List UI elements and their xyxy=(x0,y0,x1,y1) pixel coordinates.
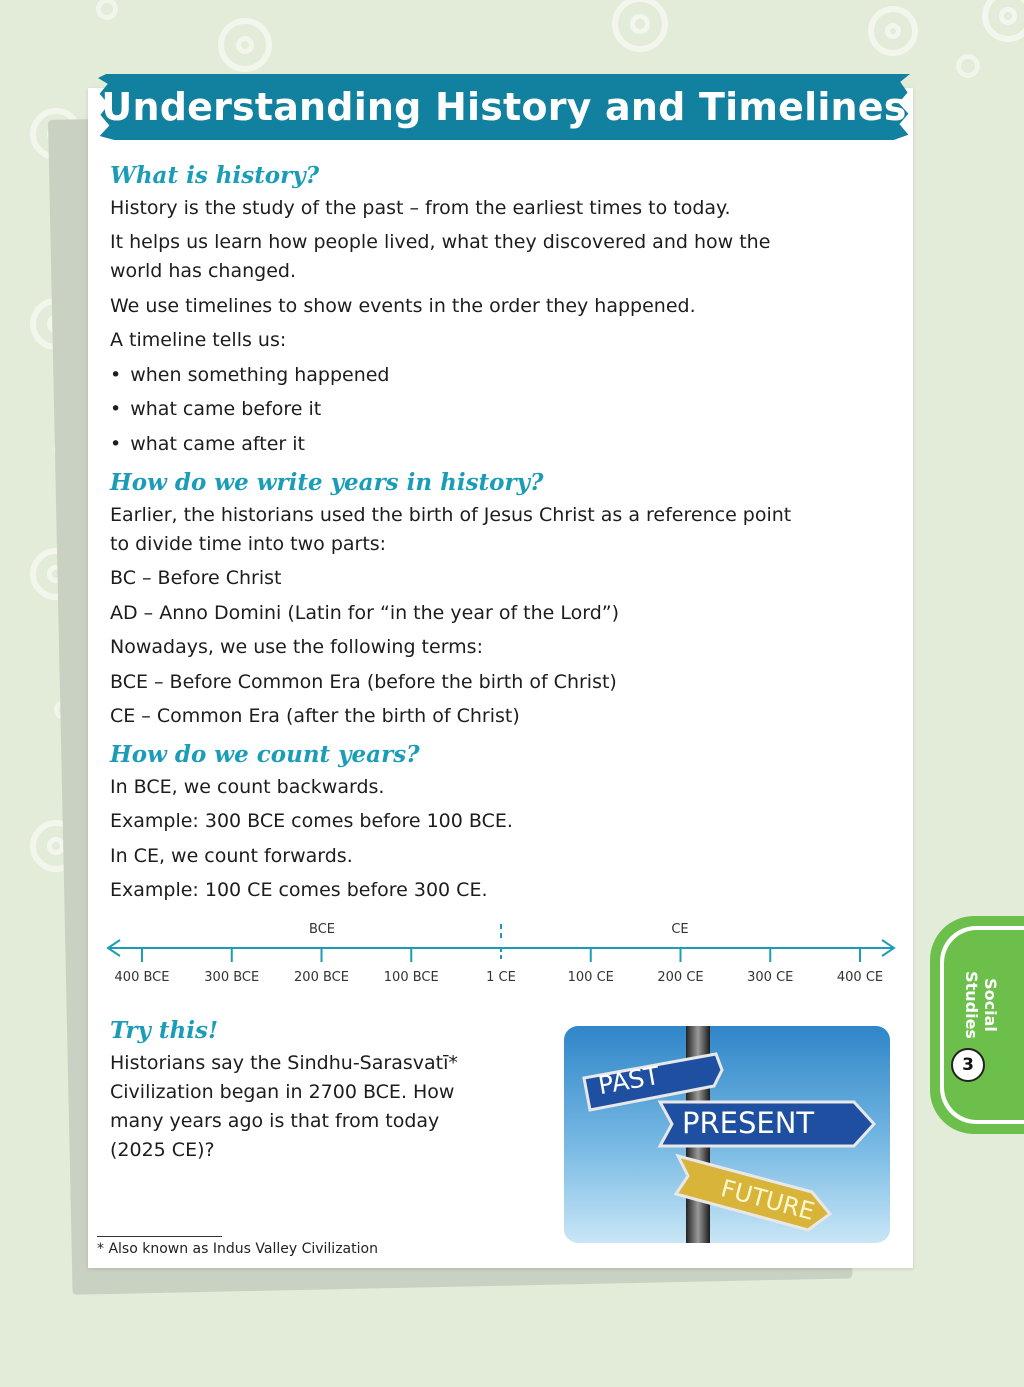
sign-past: PAST xyxy=(595,1060,662,1101)
body-text: (2025 CE)? xyxy=(110,1139,215,1161)
body-text: to divide time into two parts: xyxy=(110,533,387,555)
body-text: BC – Before Christ xyxy=(110,567,282,589)
body-text: We use timelines to show events in the order they happened. xyxy=(110,295,696,317)
timeline-era-label-ce: CE xyxy=(671,922,689,937)
sign-future: FUTURE xyxy=(718,1174,818,1226)
footnote-divider xyxy=(97,1236,222,1237)
timeline-tick-label: 400 BCE xyxy=(114,970,170,985)
subject-tab-line1: Social xyxy=(981,978,1000,1032)
body-text: BCE – Before Common Era (before the birth of Christ) xyxy=(110,671,617,693)
footnote: * Also known as Indus Valley Civilization xyxy=(97,1241,378,1257)
page-title: Understanding History and Timelines xyxy=(101,85,907,129)
background-swirl-icon xyxy=(868,6,918,56)
body-text: many years ago is that from today xyxy=(110,1110,440,1132)
page-number: 3 xyxy=(951,1048,985,1082)
subject-tab-line2: Studies xyxy=(962,971,981,1039)
timeline-tick-label: 100 BCE xyxy=(383,970,439,985)
sign-present: PRESENT xyxy=(682,1106,815,1140)
timeline-axis xyxy=(100,916,900,976)
body-text: AD – Anno Domini (Latin for “in the year of the Lord”) xyxy=(110,602,620,624)
timeline-tick-label: 1 CE xyxy=(486,970,516,985)
body-text: Example: 300 BCE comes before 100 BCE. xyxy=(110,810,513,832)
body-text: It helps us learn how people lived, what they discovered and how the xyxy=(110,231,771,253)
background-swirl-icon xyxy=(218,18,272,72)
bullet-item: • what came after it xyxy=(110,430,305,459)
bullet-item: • what came before it xyxy=(110,395,321,424)
timeline-tick-label: 300 CE xyxy=(747,970,794,985)
timeline-tick-label: 400 CE xyxy=(836,970,884,985)
subject-tab-label xyxy=(962,950,1000,1060)
body-text: A timeline tells us: xyxy=(110,329,287,351)
body-text: world has changed. xyxy=(110,260,297,282)
body-text: Earlier, the historians used the birth of Jesus Christ as a reference point xyxy=(110,504,792,526)
timeline-tick-label: 100 CE xyxy=(567,970,614,985)
body-text: History is the study of the past – from the earliest times to today. xyxy=(110,197,731,219)
background-circle-icon xyxy=(956,54,980,78)
body-text: Example: 100 CE comes before 300 CE. xyxy=(110,879,488,901)
body-text: Historians say the Sindhu-Sarasvatī* xyxy=(110,1052,458,1074)
body-text: CE – Common Era (after the birth of Christ) xyxy=(110,705,520,727)
timeline-era-label-bce: BCE xyxy=(309,922,335,937)
body-text: Civilization began in 2700 BCE. How xyxy=(110,1081,455,1103)
section-heading-try-this: Try this! xyxy=(110,1017,219,1044)
timeline xyxy=(100,916,900,996)
timeline-tick-label: 300 BCE xyxy=(204,970,260,985)
timeline-tick-label: 200 CE xyxy=(657,970,704,985)
bullet-item: • when something happened xyxy=(110,361,390,390)
timeline-tick-label: 200 BCE xyxy=(294,970,349,985)
background-swirl-icon xyxy=(982,0,1024,42)
body-text: In BCE, we count backwards. xyxy=(110,776,385,798)
body-text: In CE, we count forwards. xyxy=(110,845,353,867)
background-swirl-icon xyxy=(612,0,668,52)
background-circle-icon xyxy=(96,0,118,20)
section-heading-counting-years: How do we count years? xyxy=(110,741,420,768)
section-heading-what-is-history: What is history? xyxy=(110,162,320,189)
section-heading-writing-years: How do we write years in history? xyxy=(110,469,544,496)
signpost-image xyxy=(564,1026,890,1243)
body-text: Nowadays, we use the following terms: xyxy=(110,636,483,658)
